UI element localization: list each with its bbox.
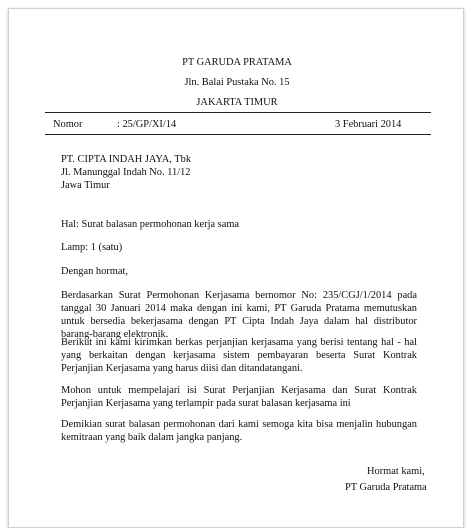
recipient-address: Jl. Manunggal Indah No. 11/12 [61,167,191,178]
letter-date: 3 Februari 2014 [335,119,402,130]
attachment-line: Lamp: 1 (satu) [61,242,123,253]
reference-divider [45,134,431,135]
salutation: Dengan hormat, [61,266,128,277]
body-paragraph-1: Berdasarkan Surat Permohonan Kerjasama bernomor No: 235/CGJ/1/2014 pada tanggal 30 Januari 2014 maka dengan ini kami, PT Garuda Pratama memutuskan untuk bersedia bekerjasama dengan PT Cipta Indah Jaya dalam hal distributor barang-barang elektronik. [61,290,417,340]
letterhead-city: JAKARTA TIMUR [196,97,278,108]
letterhead-company: PT GARUDA PRATAMA [182,57,292,68]
closing-regards: Hormat kami, [367,466,425,477]
recipient-region: Jawa Timur [61,180,110,191]
body-paragraph-3: Mohon untuk mempelajari isi Surat Perjanjian Kerjasama dan Surat Kontrak Perjanjian Kerjasama yang terlampir pada surat balasan kerjasama ini [61,385,417,409]
letterhead-address: Jln. Balai Pustaka No. 15 [184,77,290,88]
body-paragraph-4: Demikian surat balasan permohonan dari kami semoga kita bisa menjalin hubungan kemitraan yang baik dalam jangka panjang. [61,419,417,443]
letter-page [8,8,464,528]
nomor-value: : 25/GP/XI/14 [117,119,177,130]
subject-line: Hal: Surat balasan permohonan kerja sama [61,219,240,230]
letterhead-divider [45,112,431,113]
closing-company: PT Garuda Pratama [345,482,427,493]
recipient-name: PT. CIPTA INDAH JAYA, Tbk [61,154,192,165]
nomor-label: Nomor [53,119,83,130]
body-paragraph-2: Berikut ini kami kirimkan berkas perjanjian kerjasama yang berisi tentang hal - hal yang berkaitan dengan kerjasama sistem pembayaran beserta Surat Kontrak Perjanjian Kerjasama yang harus diisi dan ditandatangani. [61,337,417,374]
